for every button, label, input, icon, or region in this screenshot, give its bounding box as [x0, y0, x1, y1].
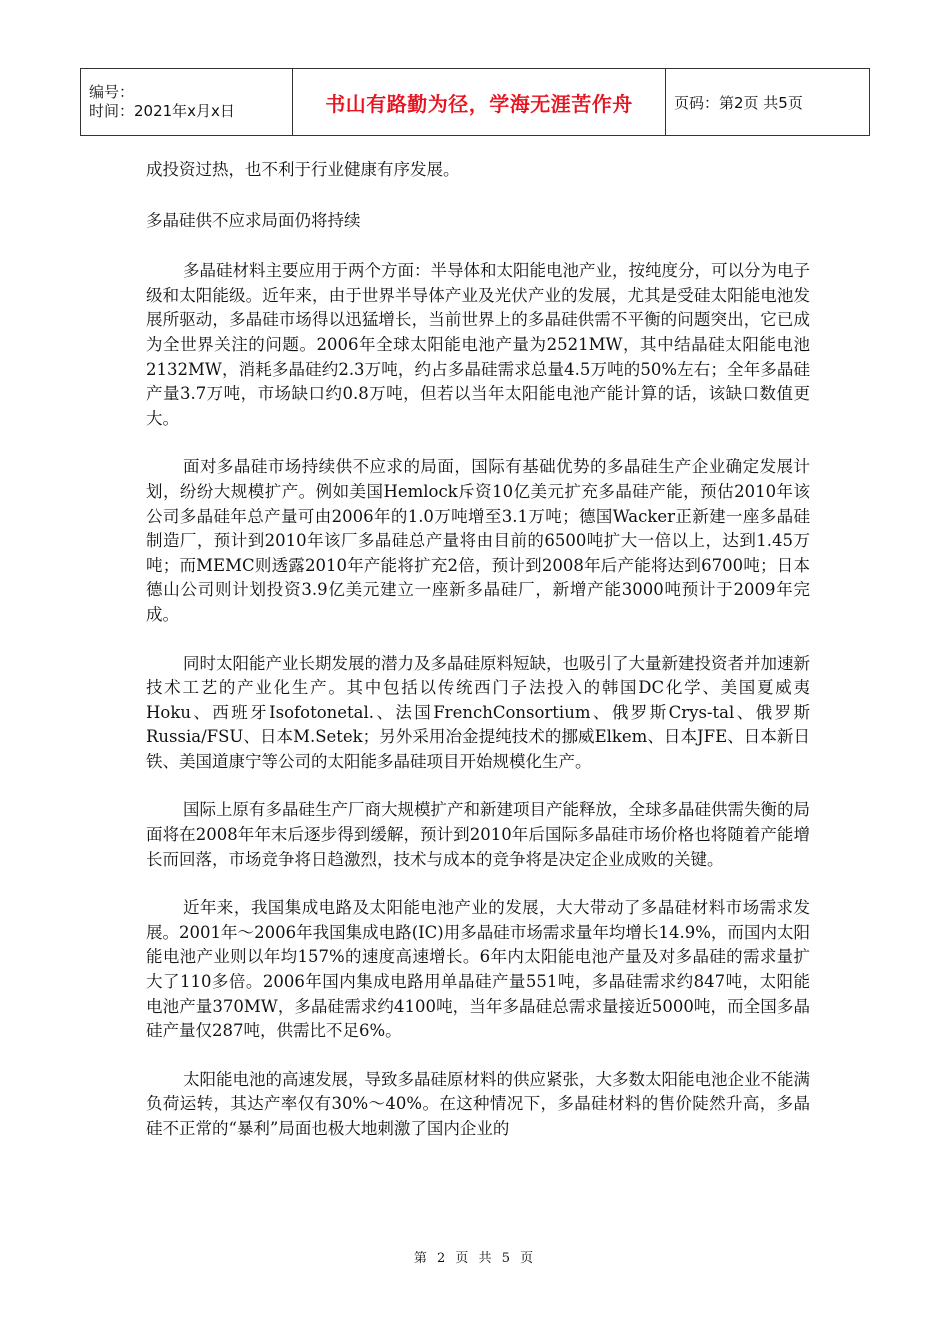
page-footer: 第 2 页 共 5 页 [413, 1251, 537, 1266]
body-paragraph-continuation: 成投资过热，也不利于行业健康有序发展。 [146, 160, 460, 179]
document-number-label: 编号： [89, 83, 135, 101]
body-paragraph: 多晶硅材料主要应用于两个方面：半导体和太阳能电池产业，按纯度分，可以分为电子级和太阳能级。近年来，由于世界半导体产业及光伏产业的发展，尤其是受硅太阳能电池发展所驱动，多晶硅市场得以迅猛增长，当前世界上的多晶硅供需不平衡的问题突出，它已成为全世界关注的问题。2006年全球太阳能电池产量为2521MW，其中结晶硅太阳能电池2132MW，消耗多晶硅约2.3万吨，约占多晶硅需求总量4.5万吨的50%左右；全年多晶硅产量3.7万吨，市场缺口约0.8万吨，但若以当年太阳能电池产能计算的话，该缺口数值更大。 [146, 261, 810, 428]
body-paragraph: 近年来，我国集成电路及太阳能电池产业的发展，大大带动了多晶硅材料市场需求发展。2001年～2006年我国集成电路(IC)用多晶硅市场需求量年均增长14.9%，而国内太阳能电池产业则以年均157%的速度高速增长。6年内太阳能电池产量及对多晶硅的需求量扩大了110多倍。2006年国内集成电路用单晶硅产量551吨，多晶硅需求约847吨，太阳能电池产量370MW，多晶硅需求约4100吨，当年多晶硅总需求量接近5000吨，而全国多晶硅产量仅287吨，供需比不足6%。 [146, 898, 810, 1041]
body-paragraph: 国际上原有多晶硅生产厂商大规模扩产和新建项目产能释放，全球多晶硅供需失衡的局面将在2008年年末后逐步得到缓解，预计到2010年后国际多晶硅市场价格也将随着产能增长而回落，市场竞争将日趋激烈，技术与成本的竞争将是决定企业成败的关键。 [146, 800, 810, 869]
body-paragraph: 太阳能电池的高速发展，导致多晶硅原材料的供应紧张，大多数太阳能电池企业不能满负荷运转，其达产率仅有30%～40%。在这种情况下，多晶硅材料的售价陡然升高，多晶硅不正常的“暴利”局面也极大地刺激了国内企业的 [146, 1069, 810, 1138]
document-time-label: 时间：2021年x月x日 [89, 102, 235, 120]
document-header [80, 68, 870, 136]
body-paragraph: 同时太阳能产业长期发展的潜力及多晶硅原料短缺，也吸引了大量新建投资者并加速新技术工艺的产业化生产。其中包括以传统西门子法投入的韩国DC化学、美国夏威夷Hoku、西班牙Isofotonetal.、法国FrenchConsortium、俄罗斯Crys-tal、俄罗斯Russia/FSU、日本M.Setek；另外采用冶金提纯技术的挪威Elkem、日本JFE、日本新日铁、美国道康宁等公司的太阳能多晶硅项目开始规模化生产。 [146, 653, 810, 771]
section-heading: 多晶硅供不应求局面仍将持续 [146, 210, 361, 230]
header-meta-cell [81, 69, 293, 136]
body-paragraph: 面对多晶硅市场持续供不应求的局面，国际有基础优势的多晶硅生产企业确定发展计划，纷纷大规模扩产。例如美国Hemlock斥资10亿美元扩充多晶硅产能，预估2010年该公司多晶硅年总产量可由2006年的1.0万吨增至3.1万吨；德国Wacker正新建一座多晶硅制造厂，预计到2010年该厂多晶硅总产量将由目前的6500吨扩大一倍以上，达到1.45万吨；而MEMC则透露2010年产能将扩充2倍，预计到2008年后产能将达到6700吨；日本德山公司则计划投资3.9亿美元建立一座新多晶硅厂，新增产能3000吨预计于2009年完成。 [146, 457, 810, 624]
header-page-label: 页码：第2页 共5页 [666, 69, 870, 136]
header-motto: 书山有路勤为径，学海无涯苦作舟 [293, 69, 666, 136]
document-body [146, 158, 810, 1166]
